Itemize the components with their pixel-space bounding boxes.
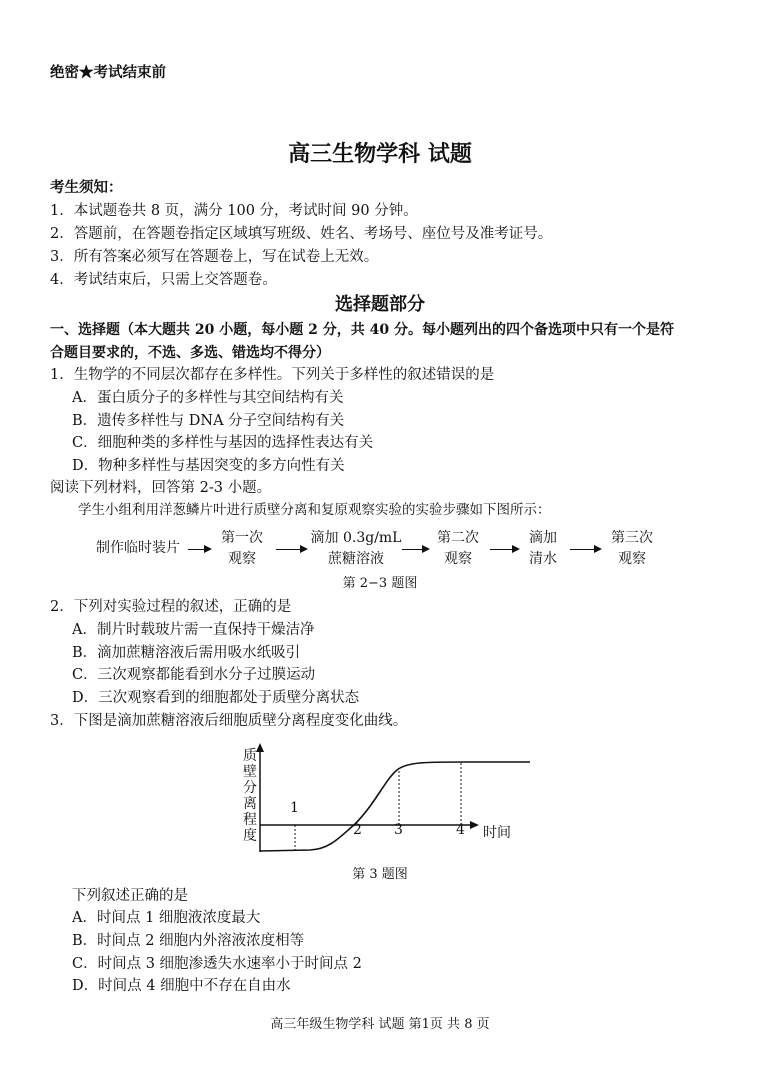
flow-step: [306, 528, 406, 570]
question-2-option: B．滴加蔗糖溶液后需用吸水纸吸引: [72, 645, 301, 661]
question-1-option: A．蛋白质分子的多样性与其空间结构有关: [72, 390, 344, 406]
y-label-char: 分: [243, 780, 257, 796]
plasmolysis-curve-graph: [235, 742, 535, 860]
flow-arrow: [570, 549, 600, 550]
y-label-char: 壁: [243, 764, 257, 780]
question-3-option: D．时间点 4 细胞中不存在自由水: [72, 978, 291, 994]
x-axis-arrowhead: [470, 821, 479, 829]
flow-arrow: [188, 549, 210, 550]
flow-step-label: 观察: [444, 551, 472, 567]
flow-step-label: 滴加 0.3g/mL: [310, 530, 402, 546]
question-2-stem: 2．下列对实验过程的叙述，正确的是: [50, 599, 292, 615]
flow-step-label: 观察: [228, 551, 256, 567]
question-2-option: A．制片时载玻片需一直保持干燥洁净: [72, 622, 315, 638]
flow-step: [428, 528, 488, 570]
question-1-option: C．细胞种类的多样性与基因的选择性表达有关: [72, 435, 374, 451]
notice-item: 4．考试结束后，只需上交答题卷。: [50, 272, 277, 288]
flow-step: [518, 528, 568, 570]
material-description: 学生小组利用洋葱鳞片叶进行质壁分离和复原观察实验的实验步骤如下图所示：: [78, 502, 551, 518]
flow-step-label: 第二次: [437, 530, 479, 546]
part-instruction: 一、选择题（本大题共 20 小题，每小题 2 分，共 40 分。每小题列出的四个备选项中只有一个是符: [50, 322, 674, 338]
question-3-option: C．时间点 3 细胞渗透失水速率小于时间点 2: [72, 956, 362, 972]
flow-step-label: 第三次: [611, 530, 653, 546]
flow-step-label: 清水: [529, 551, 557, 567]
section-title: 选择题部分: [335, 294, 425, 315]
flow-arrow: [276, 549, 306, 550]
y-label-char: 度: [243, 828, 257, 844]
question-2-option: D．三次观察看到的细胞都处于质壁分离状态: [72, 690, 360, 706]
flow-step-label: 观察: [618, 551, 646, 567]
figure-caption: 第 3 题图: [352, 867, 408, 882]
flow-step-label: 蔗糖溶液: [328, 551, 384, 567]
flow-step-label: 制作临时装片: [96, 540, 180, 556]
x-axis-label: 时间: [483, 825, 511, 841]
question-3-option: B．时间点 2 细胞内外溶液浓度相等: [72, 933, 305, 949]
flow-arrow: [490, 549, 518, 550]
flow-arrow: [402, 549, 428, 550]
part-instruction: 合题目要求的，不选、多选、错选均不得分）: [50, 345, 330, 361]
question-3-stem: 3．下图是滴加蔗糖溶液后细胞质壁分离程度变化曲线。: [50, 713, 408, 729]
flow-step: [602, 528, 662, 570]
flow-step-label: 滴加: [529, 530, 557, 546]
question-1-option: D．物种多样性与基因突变的多方向性有关: [72, 458, 345, 474]
y-label-char: 程: [243, 812, 257, 828]
y-label-char: 离: [243, 796, 257, 812]
notice-item: 2．答题前，在答题卷指定区域填写班级、姓名、考场号、座位号及准考证号。: [50, 226, 553, 242]
flow-step: [212, 528, 272, 570]
question-1-stem: 1．生物学的不同层次都存在多样性。下列关于多样性的叙述错误的是: [50, 367, 495, 383]
notice-heading: 考生须知：: [50, 179, 123, 196]
flow-step: [88, 538, 188, 559]
y-axis-label: [241, 748, 259, 844]
time-point-label: 1: [290, 800, 299, 816]
notice-item: 1．本试题卷共 8 页，满分 100 分，考试时间 90 分钟。: [50, 203, 418, 219]
page-title: 高三生物学科 试题: [288, 141, 472, 167]
graph-svg: [235, 742, 535, 860]
figure-caption: 第 2−3 题图: [342, 576, 418, 591]
question-2-option: C．三次观察都能看到水分子过膜运动: [72, 667, 316, 683]
secret-mark: 绝密★考试结束前: [50, 64, 166, 81]
material-intro: 阅读下列材料，回答第 2-3 小题。: [50, 480, 272, 496]
time-point-label: 2: [353, 822, 362, 838]
time-point-label: 4: [456, 822, 465, 838]
question-3-option: A．时间点 1 细胞液浓度最大: [72, 910, 261, 926]
page-footer: 高三年级生物学科 试题 第1页 共 8 页: [270, 1017, 490, 1032]
flow-step-label: 第一次: [221, 530, 263, 546]
question-1-option: B．遗传多样性与 DNA 分子空间结构有关: [72, 413, 345, 429]
time-point-label: 3: [394, 822, 403, 838]
y-label-char: 质: [243, 748, 257, 764]
question-3-lead: 下列叙述正确的是: [72, 888, 188, 904]
notice-item: 3．所有答案必须写在答题卷上，写在试卷上无效。: [50, 249, 379, 265]
